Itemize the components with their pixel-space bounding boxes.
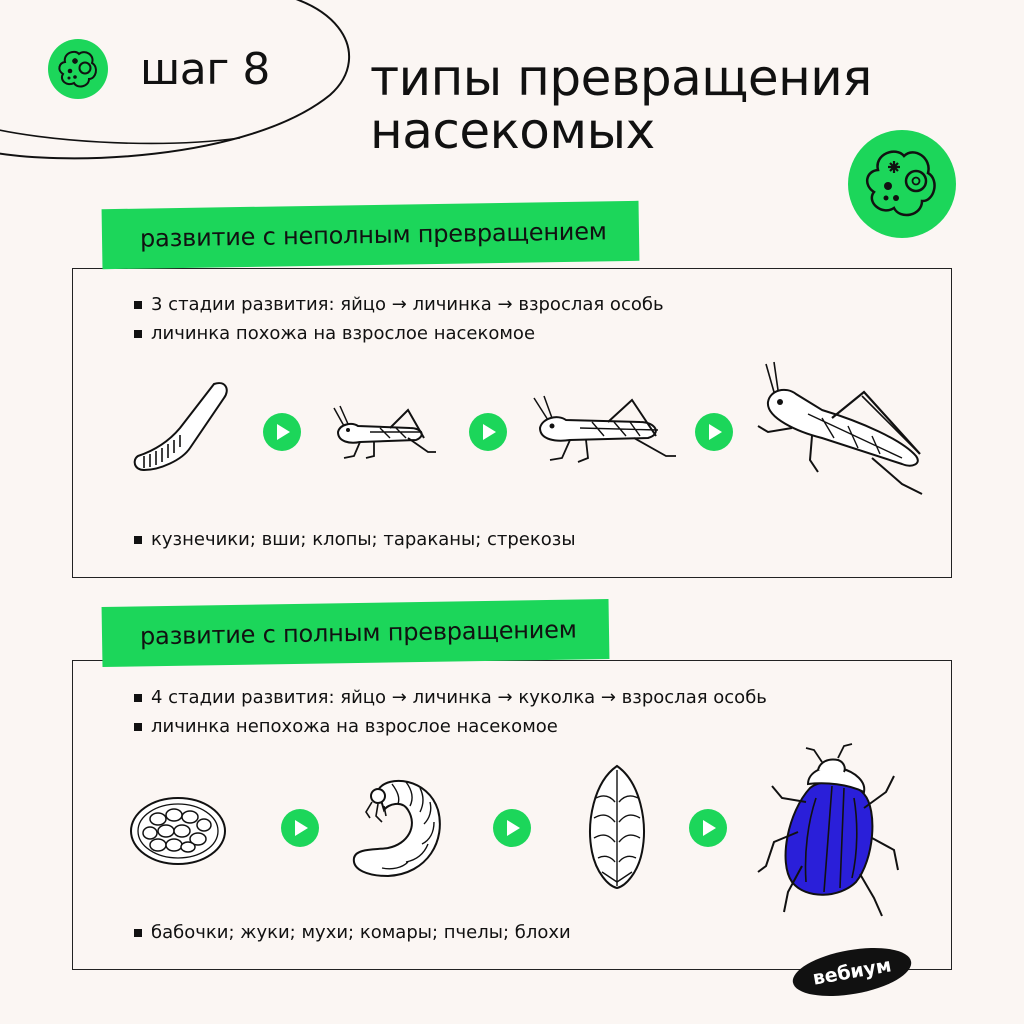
microbe-icon — [47, 38, 109, 100]
adult-grasshopper-icon — [752, 362, 932, 497]
complete-bullet-examples — [134, 924, 571, 942]
complete-bullet-stages — [134, 689, 767, 707]
brand-logo-text: вебиум — [810, 954, 894, 990]
brand-logo-badge — [790, 945, 914, 999]
step-label: шаг 8 — [140, 44, 270, 95]
bullet-text: 3 стадии развития: яйцо → личинка → взрослая особь — [151, 294, 664, 315]
title-line-2: насекомых — [370, 102, 655, 160]
complete-bullet-unlike — [134, 718, 558, 736]
beetle-icon — [748, 742, 908, 922]
bullet-text: личинка непохожа на взрослое насекомое — [151, 716, 558, 737]
egg-worm-icon — [130, 378, 240, 478]
bullet-square — [134, 929, 142, 937]
complete-banner: развитие с полным превращением — [102, 599, 610, 667]
play-arrow-icon — [280, 808, 320, 848]
medium-grasshopper-icon — [530, 392, 680, 467]
title-line-1: типы превращения — [370, 49, 872, 107]
bullet-text: бабочки; жуки; мухи; комары; пчелы; блохи — [151, 922, 571, 943]
incomplete-bullet-examples — [134, 531, 576, 549]
bullet-square — [134, 301, 142, 309]
bullet-text: личинка похожа на взрослое насекомое — [151, 323, 536, 344]
play-arrow-icon — [468, 412, 508, 452]
incomplete-banner: развитие с неполным превращением — [102, 201, 640, 269]
page-title — [370, 49, 872, 160]
egg-cluster-icon — [128, 795, 228, 867]
incomplete-bullet-stages — [134, 296, 664, 314]
grub-icon — [348, 770, 448, 880]
bullet-text: 4 стадии развития: яйцо → личинка → куколка → взрослая особь — [151, 687, 767, 708]
small-grasshopper-icon — [330, 402, 440, 462]
play-arrow-icon — [688, 808, 728, 848]
bullet-text: кузнечики; вши; клопы; тараканы; стрекозы — [151, 529, 576, 550]
play-arrow-icon — [262, 412, 302, 452]
microbe-large-icon — [846, 128, 958, 240]
bullet-square — [134, 536, 142, 544]
play-arrow-icon — [492, 808, 532, 848]
play-arrow-icon — [694, 412, 734, 452]
bullet-square — [134, 330, 142, 338]
bullet-square — [134, 723, 142, 731]
brand-logo — [790, 945, 914, 999]
bullet-square — [134, 694, 142, 702]
incomplete-bullet-similar — [134, 325, 535, 343]
pupa-icon — [582, 762, 652, 892]
